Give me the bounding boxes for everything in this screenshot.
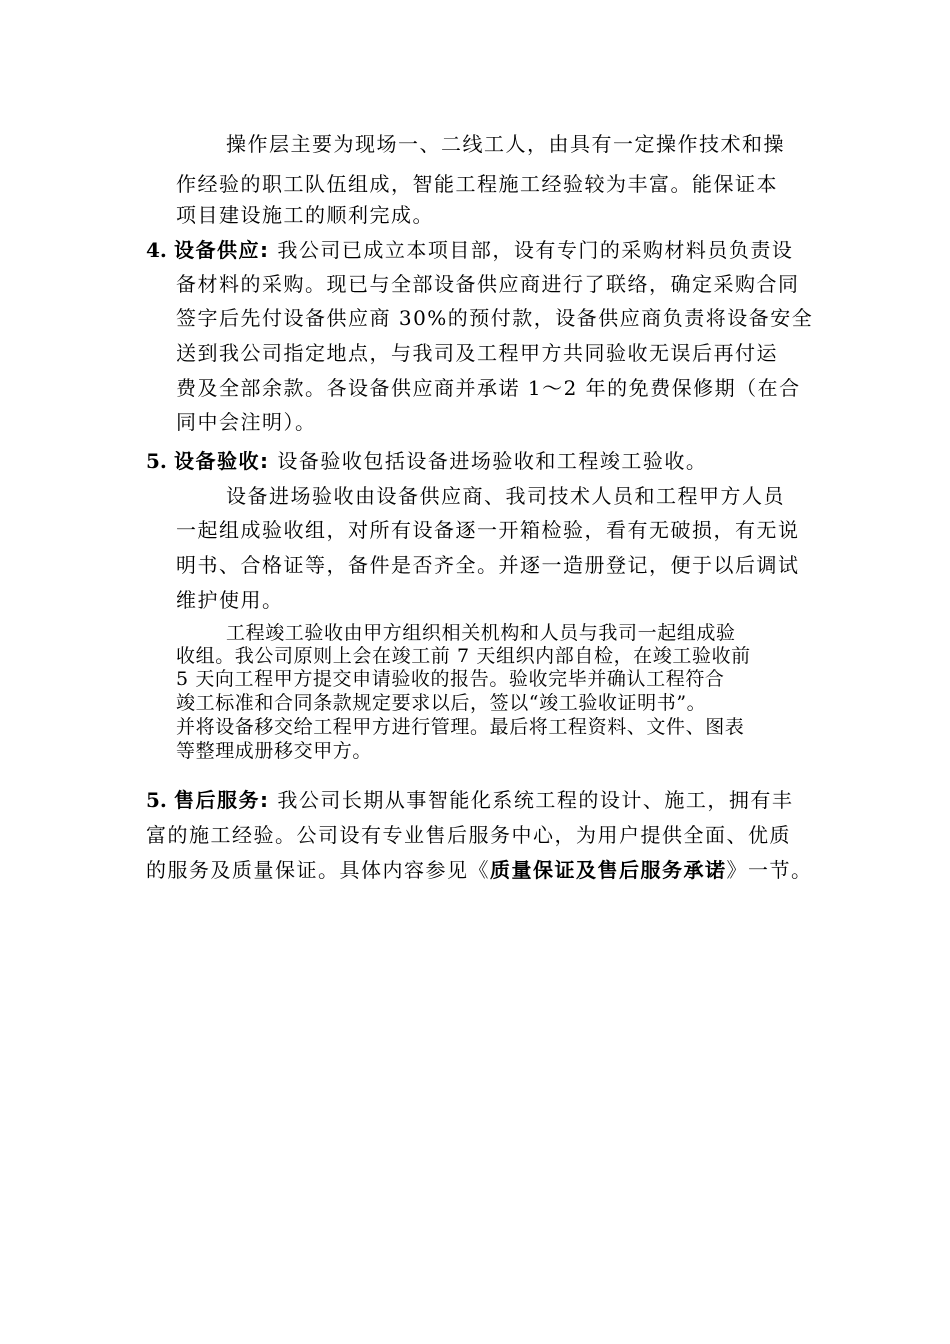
section-5-para2-line-3: 5 天向工程甲方提交申请验收的报告。验收完毕并确认工程符合	[176, 668, 725, 690]
section-4-first-line	[146, 238, 793, 262]
section-4-line-5: 费及全部余款。各设备供应商并承诺 1～2 年的免费保修期（在合	[176, 376, 801, 400]
section-4-line-6: 同中会注明）。	[176, 410, 317, 434]
section-4-heading: 设备供应:	[174, 238, 270, 262]
section-6-reference-title: 质量保证及售后服务承诺	[490, 858, 727, 882]
intro-line-3: 项目建设施工的顺利完成。	[176, 203, 434, 227]
section-5-first-line	[146, 449, 707, 473]
section-5-para2-line-2: 收组。我公司原则上会在竣工前 7 天组织内部自检，在竣工验收前	[176, 645, 751, 667]
section-6-line-3-pre: 的服务及质量保证。具体内容参见《	[146, 858, 490, 882]
section-5-para2-line-6: 等整理成册移交甲方。	[176, 740, 373, 762]
section-5-para1-line-3: 明书、合格证等，备件是否齐全。并逐一造册登记，便于以后调试	[176, 553, 800, 577]
section-5-text: 设备验收包括设备进场验收和工程竣工验收。	[277, 449, 708, 473]
section-5-number: 5.	[146, 449, 167, 473]
section-4-line-4: 送到我公司指定地点，与我司及工程甲方共同验收无误后再付运	[176, 341, 778, 365]
section-6-line-3-post: 》一节。	[726, 858, 813, 882]
section-5-heading: 设备验收:	[174, 449, 270, 473]
section-6-first-line	[146, 788, 793, 812]
section-6-number: 5.	[146, 788, 167, 812]
intro-line-2: 作经验的职工队伍组成，智能工程施工经验较为丰富。能保证本	[176, 172, 778, 196]
section-4-number: 4.	[146, 238, 167, 262]
intro-line-1: 操作层主要为现场一、二线工人，由具有一定操作技术和操	[226, 132, 785, 156]
section-5-para1-line-1: 设备进场验收由设备供应商、我司技术人员和工程甲方人员	[226, 484, 785, 508]
section-5-para1-line-2: 一起组成验收组，对所有设备逐一开箱检验，看有无破损，有无说	[176, 518, 800, 542]
section-5-para2-line-4: 竣工标准和合同条款规定要求以后，签以“竣工验收证明书”。	[176, 692, 707, 714]
section-4-line-3: 签字后先付设备供应商 30%的预付款，设备供应商负责将设备安全	[176, 306, 814, 330]
section-6-heading: 售后服务:	[174, 788, 270, 812]
section-6-line-2: 富的施工经验。公司设有专业售后服务中心，为用户提供全面、优质	[146, 823, 791, 847]
section-5-para1-line-4: 维护使用。	[176, 588, 284, 612]
section-5-para2-line-5: 并将设备移交给工程甲方进行管理。最后将工程资料、文件、图表	[176, 716, 745, 738]
section-4-line-1: 我公司已成立本项目部，设有专门的采购材料员负责设	[277, 238, 794, 262]
section-5-para2-line-1: 工程竣工验收由甲方组织相关机构和人员与我司一起组成验	[226, 622, 736, 644]
section-6-line-3	[146, 858, 813, 882]
section-6-line-1: 我公司长期从事智能化系统工程的设计、施工，拥有丰	[277, 788, 794, 812]
section-4-line-2: 备材料的采购。现已与全部设备供应商进行了联络，确定采购合同	[176, 272, 800, 296]
